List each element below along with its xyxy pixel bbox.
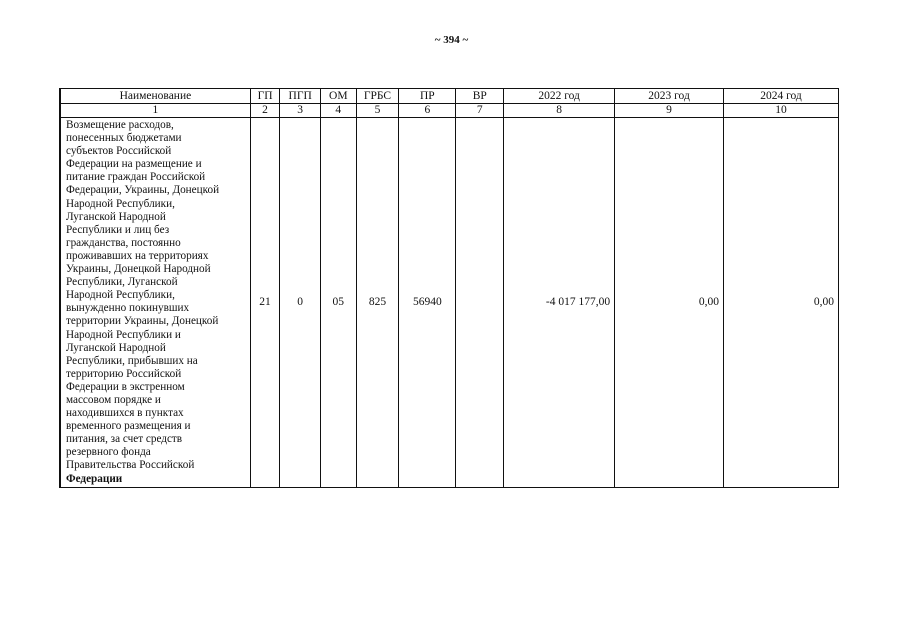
header-vr: ВР	[456, 89, 504, 104]
name-line: временного размещения и	[66, 420, 191, 433]
column-number: 6	[399, 104, 456, 118]
cell-vr	[456, 118, 504, 488]
header-2022: 2022 год	[504, 89, 615, 104]
name-line: резервного фонда	[66, 446, 151, 459]
name-line: Народной Республики,	[66, 197, 175, 210]
header-row	[60, 89, 839, 104]
header-name: Наименование	[60, 89, 250, 104]
header-om: ОМ	[321, 89, 357, 104]
name-line: понесенных бюджетами	[66, 132, 182, 145]
cell-2024: 0,00	[723, 118, 838, 488]
name-line: субъектов Российской	[66, 145, 172, 158]
name-line: Федерации в экстренном	[66, 380, 185, 393]
name-line: находившихся в пунктах	[66, 407, 184, 420]
name-line: питания, за счет средств	[66, 433, 183, 446]
name-line: территории Украины, Донецкой	[66, 315, 219, 328]
column-number: 4	[321, 104, 357, 118]
name-line: Возмещение расходов,	[66, 119, 174, 131]
cell-gp: 21	[250, 118, 280, 488]
name-line: Народной Республики и	[66, 328, 181, 341]
header-2023: 2023 год	[615, 89, 724, 104]
page-number: ~ 394 ~	[434, 34, 469, 46]
column-number: 1	[60, 104, 250, 118]
column-number: 5	[356, 104, 399, 118]
budget-table	[59, 88, 839, 488]
row-name-cell	[60, 118, 250, 488]
name-line: Республики, Луганской	[66, 276, 178, 289]
name-line: Республики, прибывших на	[66, 354, 198, 367]
cell-om: 05	[321, 118, 357, 488]
header-pr: ПР	[399, 89, 456, 104]
name-line: массовом порядке и	[66, 393, 161, 406]
header-grbs: ГРБС	[356, 89, 399, 104]
column-number: 9	[615, 104, 724, 118]
header-pgp: ПГП	[280, 89, 321, 104]
name-line: Украины, Донецкой Народной	[66, 263, 211, 276]
column-number: 10	[723, 104, 838, 118]
column-number: 2	[250, 104, 280, 118]
header-gp: ГП	[250, 89, 280, 104]
name-line: Федерации	[66, 472, 123, 485]
table-row	[60, 118, 839, 488]
name-line: вынужденно покинувших	[66, 302, 190, 315]
name-line: Федерации на размещение и	[66, 158, 202, 171]
name-line: Народной Республики,	[66, 289, 175, 302]
name-line: территорию Российской	[66, 367, 182, 380]
name-line: Луганской Народной	[66, 341, 166, 354]
name-line: Луганской Народной	[66, 210, 166, 223]
column-number-row	[60, 104, 839, 118]
name-line: проживавших на территориях	[66, 249, 209, 262]
cell-2023: 0,00	[615, 118, 724, 488]
name-line: Федерации, Украины, Донецкой	[66, 184, 220, 197]
column-number: 8	[504, 104, 615, 118]
name-line: питание граждан Российской	[66, 171, 206, 184]
name-line: Правительства Российской	[66, 459, 195, 472]
cell-grbs: 825	[356, 118, 399, 488]
cell-2022: -4 017 177,00	[504, 118, 615, 488]
column-number: 7	[456, 104, 504, 118]
header-2024: 2024 год	[723, 89, 838, 104]
name-line: Республики и лиц без	[66, 223, 170, 236]
name-line: гражданства, постоянно	[66, 236, 181, 249]
column-number: 3	[280, 104, 321, 118]
cell-pgp: 0	[280, 118, 321, 488]
cell-pr: 56940	[399, 118, 456, 488]
